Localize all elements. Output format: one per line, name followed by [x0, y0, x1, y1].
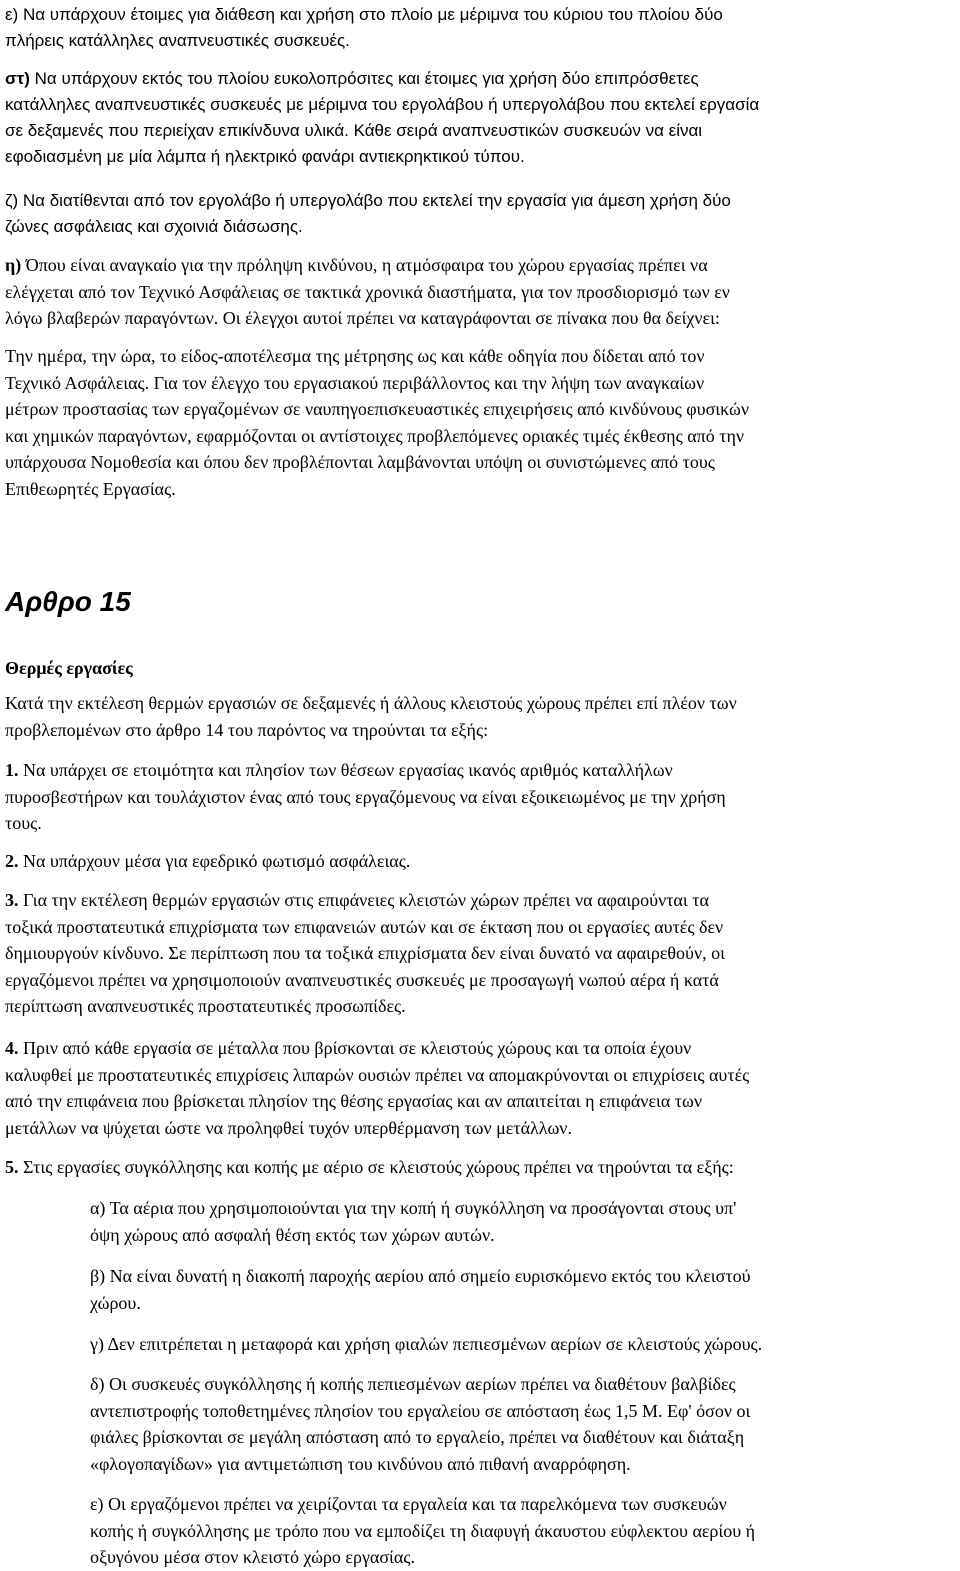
item-number: 4.: [5, 1038, 19, 1058]
article-intro-text: Κατά την εκτέλεση θερμών εργασιών σε δεξαμενές ή άλλους κλειστούς χώρους πρέπει επί πλέον των προβλεπομένων στο άρθρο 14 του παρόντος να τηρούνται τα εξής:: [5, 693, 737, 740]
subitem-e: [90, 1491, 950, 1571]
item-number: 1.: [5, 760, 19, 780]
item-st-paragraph: [5, 66, 950, 170]
article-intro: [5, 690, 950, 743]
article-item-2: [5, 848, 950, 875]
item-text: Πριν από κάθε εργασία σε μέταλλα που βρίσκονται σε κλειστούς χώρους και τα οποία έχουν καλυφθεί με προστατευτικές επιχρίσεις λιπαρών ουσιών πρέπει να απομακρύνονται οι επιχρίσεις αυτές από την επιφάνεια που βρίσκεται πλησίον της θέσης εργασίας και αν απαιτείται η επιφάνεια των μετάλλων να ψύχεται ώστε να προληφθεί τυχόν υπερθέρμανση των μετάλλων.: [5, 1038, 750, 1138]
article-item-5: [5, 1154, 950, 1181]
subitem-c: [90, 1331, 950, 1358]
measurement-table-text: Την ημέρα, την ώρα, το είδος-αποτέλεσμα της μέτρησης ως και κάθε οδηγία που δίδεται από τον Τεχνικό Ασφάλειας. Για τον έλεγχο του εργασιακού περιβάλλοντος και την λήψη των αναγκαίων μέτρων προστασίας των εργαζομένων σε ναυπηγοεπισκευαστικές επιχειρήσεις από κινδύνους φυσικών και χημικών παραγόντων, εφαρμόζονται οι αντίστοιχες προβλεπόμενες οριακές τιμές έκθεσης από την υπάρχουσα Νομοθεσία και όπου δεν προβλέπονται λαμβάνονται υπόψη οι συνιστώμενες από τους Επιθεωρητές Εργασίας.: [5, 346, 750, 499]
item-number: 5.: [5, 1157, 19, 1177]
article-title: Αρθρο 15: [5, 586, 131, 617]
subitem-text: ε) Οι εργαζόμενοι πρέπει να χειρίζονται τα εργαλεία και τα παρελκόμενα των συσκευών κοπής ή συγκόλλησης με τρόπο που να εμποδίζει τη διαφυγή άκαυστου εύφλεκτου αερίου ή οξυγόνου μέσα στον κλειστό χώρο εργασίας.: [90, 1494, 756, 1567]
item-st-text: Να υπάρχουν εκτός του πλοίου ευκολοπρόσιτες και έτοιμες για χρήση δύο επιπρόσθετες κατάλληλες αναπνευστικές συσκευές με μέριμνα του εργολάβου ή υπεργολάβου που εκτελεί εργασία σε δεξαμενές που περιείχαν επικίνδυνα υλικά. Κάθε σειρά αναπνευστικών συσκευών να είναι εφοδιασμένη με μία λάμπα ή ηλεκτρικό φανάρι αντιεκρηκτικού τύπου.: [5, 69, 760, 166]
item-text: Να υπάρχουν μέσα για εφεδρικό φωτισμό ασφάλειας.: [18, 851, 411, 871]
item-z-paragraph: [5, 188, 950, 240]
subitem-text: γ) Δεν επιτρέπεται η μεταφορά και χρήση φιαλών πεπιεσμένων αερίων σε κλειστούς χώρους.: [90, 1334, 763, 1354]
subitem-b: [90, 1263, 950, 1316]
item-e-paragraph: [5, 2, 950, 54]
subitem-text: β) Να είναι δυνατή η διακοπή παροχής αερίου από σημείο ευρισκόμενο εκτός του κλειστού χώρου.: [90, 1266, 751, 1313]
subitem-text: δ) Οι συσκευές συγκόλλησης ή κοπής πεπιεσμένων αερίων πρέπει να διαθέτουν βαλβίδες αντεπιστροφής τοποθετημένες πλησίον του εργαλείου σε απόσταση έως 1,5 Μ. Εφ' όσον οι φιάλες βρίσκονται σε μεγάλη απόσταση από το εργαλείο, πρέπει να διαθέτουν και διάταξη «φλογοπαγίδων» για αντιμετώπιση του κινδύνου από πιθανή αναρρόφηση.: [90, 1374, 751, 1474]
article-item-4: [5, 1035, 950, 1141]
subitem-d: [90, 1371, 950, 1477]
item-h-text: Όπου είναι αναγκαίο για την πρόληψη κινδύνου, η ατμόσφαιρα του χώρου εργασίας πρέπει να ελέγχεται από τον Τεχνικό Ασφάλειας σε τακτικά χρονικά διαστήματα, για τον προσδιορισμό των εν λόγω βλαβερών παραγόντων. Οι έλεγχοι αυτοί πρέπει να καταγράφονται σε πίνακα που θα δείχνει:: [5, 255, 730, 328]
item-text: Στις εργασίες συγκόλλησης και κοπής με αέριο σε κλειστούς χώρους πρέπει να τηρούνται τα εξής:: [18, 1157, 734, 1177]
article-item-1: [5, 757, 950, 837]
item-z-text: ζ) Να διατίθενται από τον εργολάβο ή υπεργολάβο που εκτελεί την εργασία για άμεση χρήση δύο ζώνες ασφάλειας και σχοινιά διάσωσης.: [5, 191, 731, 236]
item-number: 3.: [5, 890, 19, 910]
measurement-table-paragraph: [5, 343, 950, 502]
article-item-3: [5, 887, 950, 1020]
item-h-label: η): [5, 255, 22, 275]
subitem-a: [90, 1195, 950, 1248]
item-text: Να υπάρχει σε ετοιμότητα και πλησίον των θέσεων εργασίας ικανός αριθμός καταλλήλων πυροσβεστήρων και τουλάχιστον ένας από τους εργαζόμενους να είναι εξοικειωμένος με την χρήση τους.: [5, 760, 726, 833]
subitem-text: α) Τα αέρια που χρησιμοποιούνται για την κοπή ή συγκόλληση να προσάγονται στους υπ' όψη χώρους από ασφαλή θέση εκτός των χώρων αυτών.: [90, 1198, 737, 1245]
item-st-label: στ): [5, 69, 30, 88]
article-subtitle: Θερμές εργασίες: [5, 658, 133, 678]
item-number: 2.: [5, 851, 19, 871]
item-e-text: ε) Να υπάρχουν έτοιμες για διάθεση και χρήση στο πλοίο με μέριμνα του κύριου του πλοίου δύο πλήρεις κατάλληλες αναπνευστικές συσκευές.: [5, 5, 723, 50]
item-h-paragraph: [5, 252, 950, 332]
item-text: Για την εκτέλεση θερμών εργασιών στις επιφάνειες κλειστών χώρων πρέπει να αφαιρούνται τα τοξικά προστατευτικά επιχρίσματα των επιφανειών αυτών και σε έκταση που οι εργασίες αυτές δεν δημιουργούν κίνδυνο. Σε περίπτωση που τα τοξικά επιχρίσματα δεν είναι δυνατό να αφαιρεθούν, οι εργαζόμενοι πρέπει να χρησιμοποιούν αναπνευστικές συσκευές με προσαγωγή νωπού αέρα ή κατά περίπτωση αναπνευστικές προστατευτικές προσωπίδες.: [5, 890, 725, 1016]
